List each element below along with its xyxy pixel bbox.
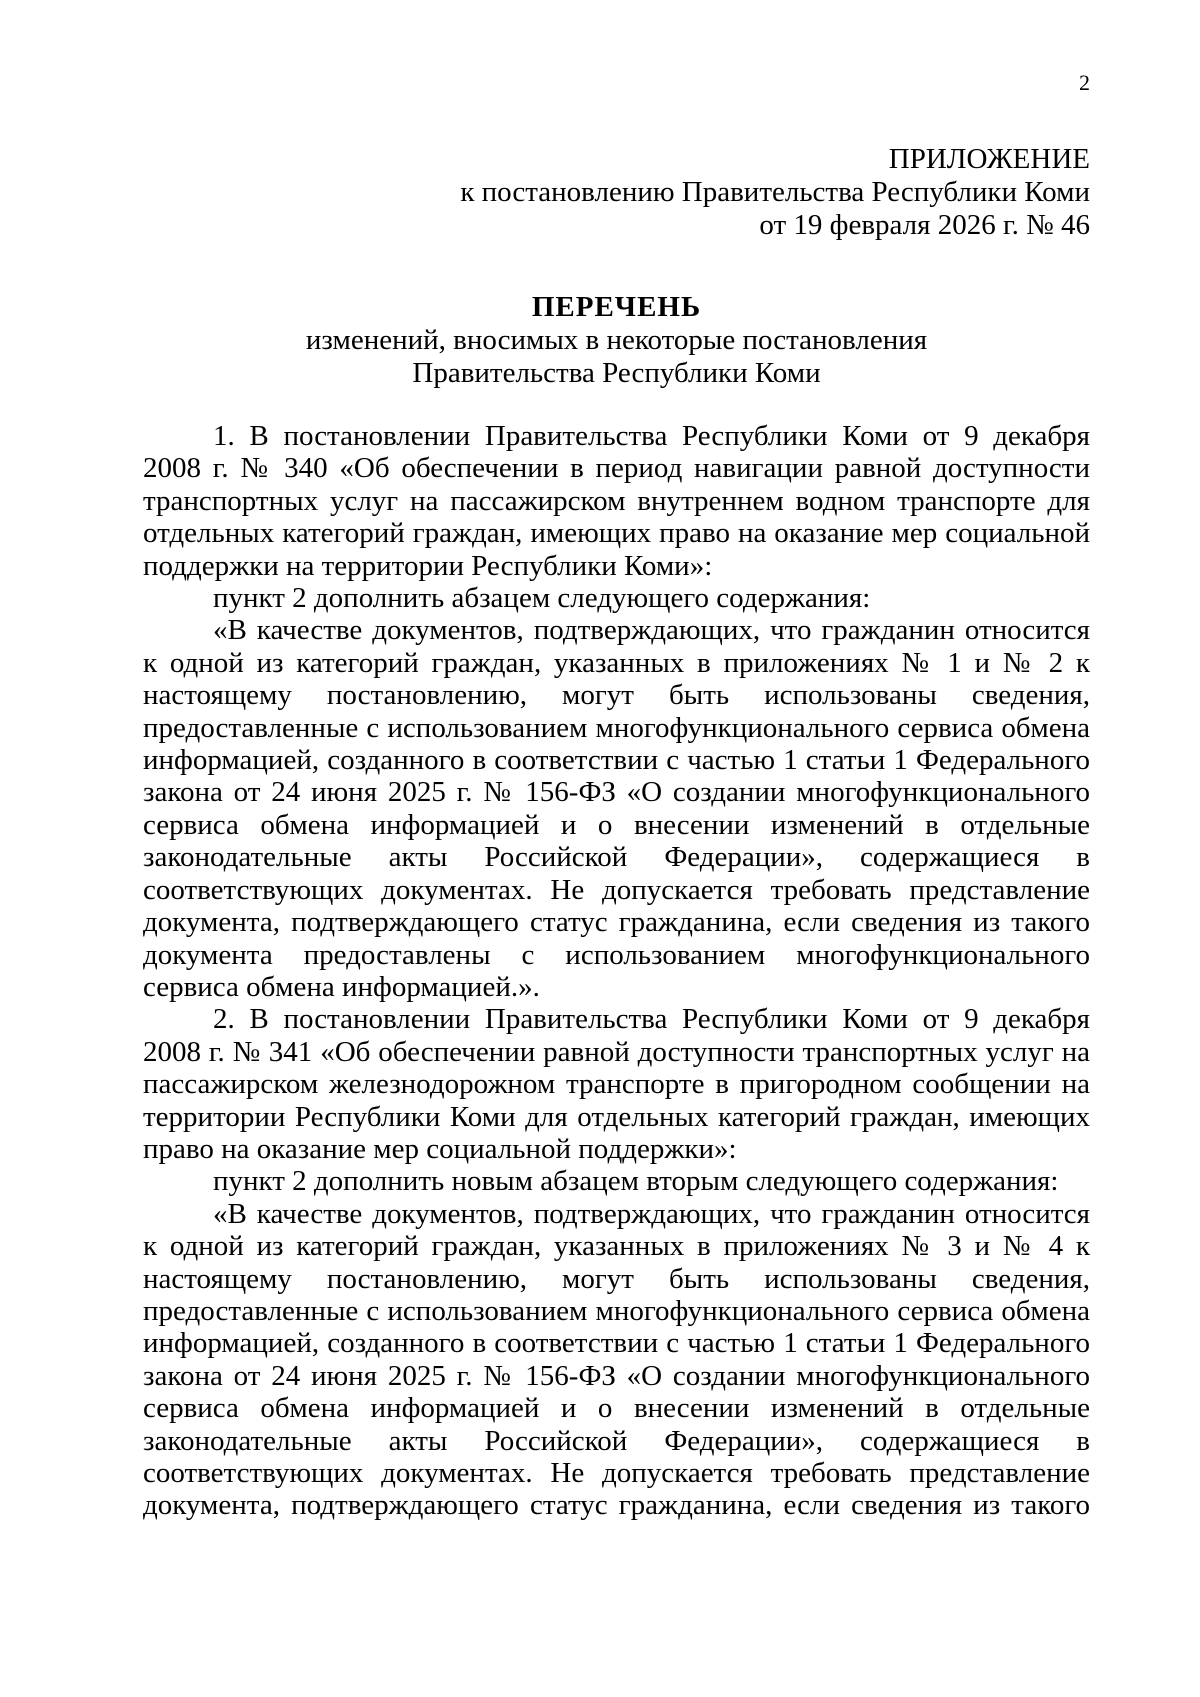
document-title	[143, 291, 1090, 390]
paragraph-item-1: 1. В постановлении Правительства Республики Коми от 9 декабря 2008 г. № 340 «Об обеспечении в период навигации равной доступности транспортных услуг на пассажирском внутреннем водном транспорте для отдельных категорий граждан, имеющих право на оказание мер социальной поддержки на территории Республики Коми»:	[143, 420, 1090, 582]
appendix-label: ПРИЛОЖЕНИЕ	[888, 143, 1090, 175]
appendix-resolution-date: от 19 февраля 2026 г. № 46	[759, 209, 1090, 241]
appendix-header	[390, 143, 1090, 242]
paragraph-quote-2: «В качестве документов, подтверждающих, что гражданин относится к одной из категорий граждан, указанных в приложениях № 3 и № 4 к настоящему постановлению, могут быть использованы сведения, предоставленные с использованием многофункционального сервиса обмена информацией, созданного в соответствии с частью 1 статьи 1 Федерального закона от 24 июня 2025 г. № 156-ФЗ «О создании многофункционального сервиса обмена информацией и о внесении изменений в отдельные законодательные акты Российской Федерации», содержащиеся в соответствующих документах. Не допускается требовать представление документа, подтверждающего статус гражданина, если сведения из такого	[143, 1197, 1090, 1522]
title-heading: ПЕРЕЧЕНЬ	[531, 291, 702, 323]
paragraph-quote-1: «В качестве документов, подтверждающих, что гражданин относится к одной из категорий граждан, указанных в приложениях № 1 и № 2 к настоящему постановлению, могут быть использованы сведения, предоставленные с использованием многофункционального сервиса обмена информацией, созданного в соответствии с частью 1 статьи 1 Федерального закона от 24 июня 2025 г. № 156-ФЗ «О создании многофункционального сервиса обмена информацией и о внесении изменений в отдельные законодательные акты Российской Федерации», содержащиеся в соответствующих документах. Не допускается требовать представление документа, подтверждающего статус гражданина, если сведения из такого документа предоставлены с использованием многофункционального сервиса обмена информацией.».	[143, 614, 1090, 1003]
paragraph-amendment-2: пункт 2 дополнить новым абзацем вторым следующего содержания:	[213, 1165, 1059, 1198]
title-subtitle-line1: изменений, вносимых в некоторые постановления	[305, 324, 928, 356]
paragraph-amendment-1: пункт 2 дополнить абзацем следующего содержания:	[213, 582, 871, 615]
paragraph-item-2: 2. В постановлении Правительства Республики Коми от 9 декабря 2008 г. № 341 «Об обеспечении равной доступности транспортных услуг на пассажирском железнодорожном транспорте в пригородном сообщении на территории Республики Коми для отдельных категорий граждан, имеющих право на оказание мер социальной поддержки»:	[143, 1003, 1090, 1165]
document-body	[143, 420, 1090, 1522]
page-number: 2	[1079, 70, 1090, 95]
appendix-resolution-ref: к постановлению Правительства Республики Коми	[460, 176, 1090, 208]
title-subtitle-line2: Правительства Республики Коми	[412, 357, 821, 389]
